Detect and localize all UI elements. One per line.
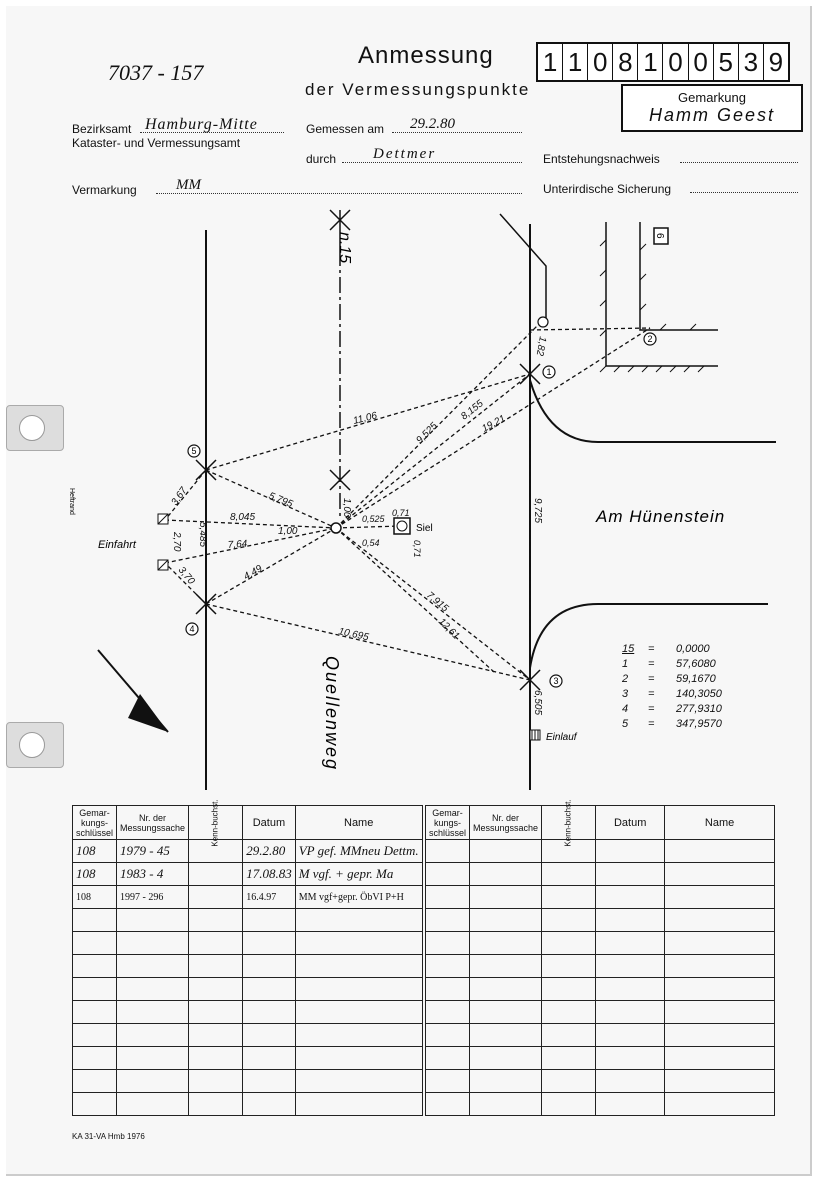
table-row <box>426 886 775 909</box>
measurement: 10,695 <box>337 626 370 644</box>
table-row <box>73 932 423 955</box>
label-heftrand: Heftrand <box>68 488 75 515</box>
measurement: 4,49 <box>242 563 265 583</box>
table-row <box>426 1093 775 1116</box>
table-row <box>73 978 423 1001</box>
record-digit: 0 <box>663 44 688 80</box>
col-header: Gemar-kungs-schlüssel <box>73 806 117 840</box>
table-row <box>73 1047 423 1070</box>
label-einfahrt: Einfahrt <box>98 539 136 551</box>
col-header: Kenn-buchst. <box>542 806 596 840</box>
durch-value: Dettmer <box>373 146 437 162</box>
gemessen-value: 29.2.80 <box>410 116 455 132</box>
table-row: 108 1979 - 45 29.2.80 VP gef. MMneu Dettm. <box>73 840 423 863</box>
house-number: 6 <box>654 233 665 239</box>
measurement: 7,915 <box>424 589 451 615</box>
label-siel: Siel <box>416 523 433 534</box>
coordinate-row: 15 = 0,0000 <box>622 643 710 655</box>
record-digit: 5 <box>714 44 739 80</box>
form-footer: KA 31-VA Hmb 1976 <box>72 1132 145 1141</box>
record-digit: 1 <box>538 44 563 80</box>
bezirksamt-label: Bezirksamt <box>72 122 132 136</box>
col-header: Datum <box>243 806 296 840</box>
table-row <box>73 955 423 978</box>
measurement: 6,505 <box>532 690 543 716</box>
table-row <box>426 932 775 955</box>
record-digit: 9 <box>768 47 784 77</box>
table-row <box>73 1024 423 1047</box>
coordinate-row: 1 = 57,6080 <box>622 658 716 670</box>
measurement: 3,70 <box>175 564 197 587</box>
table-row <box>73 1001 423 1024</box>
arrow-head <box>128 694 168 732</box>
table-row <box>73 1093 423 1116</box>
file-reference: 7037 - 157 <box>108 60 204 85</box>
siel-marker <box>394 518 410 534</box>
col-header: Name <box>665 806 775 840</box>
measurement: 9,725 <box>532 498 543 524</box>
reference-point-marker <box>331 523 341 533</box>
measurement: 9,525 <box>414 420 440 447</box>
measurement: 0,71 <box>392 508 410 518</box>
coordinate-row: 5 = 347,9570 <box>622 718 722 730</box>
measurement: 1,82 <box>533 335 548 357</box>
durch-label: durch <box>306 152 337 166</box>
record-digit: 1 <box>563 44 588 80</box>
measurement: 1,00 <box>341 498 352 518</box>
col-header: Kenn-buchst. <box>189 806 243 840</box>
table-row: 108 1997 - 296 16.4.97 MM vgf+gepr. ÖbVI P+H <box>73 886 423 909</box>
record-digit: 0 <box>689 44 714 80</box>
measurement: 5,795 <box>266 490 295 511</box>
table-row <box>73 1070 423 1093</box>
kataster-label: Kataster- und Vermessungsamt <box>72 136 241 150</box>
point-label: 1 <box>546 367 552 377</box>
street-am-hunenstein: Am Hünenstein <box>596 507 726 526</box>
measurement: 3,67 <box>169 485 190 508</box>
record-digit: 0 <box>588 44 613 80</box>
gemarkung-label: Gemarkung <box>678 90 746 105</box>
vermarkung-label: Vermarkung <box>72 183 137 197</box>
entstehung-label: Entstehungsnachweis <box>543 152 660 166</box>
gemarkung-value: Hamm Geest <box>648 105 776 125</box>
table-row <box>426 1024 775 1047</box>
point-label: 2 <box>647 334 653 344</box>
coordinate-row: 2 = 59,1670 <box>622 673 716 685</box>
measurement: 11,06 <box>352 410 379 427</box>
measurement: 0,525 <box>362 514 385 524</box>
table-row <box>426 840 775 863</box>
table-row <box>426 1001 775 1024</box>
table-row: 108 1983 - 4 17.08.83 M vgf. + gepr. Ma <box>73 863 423 886</box>
measurement: 2,70 <box>171 532 182 552</box>
records-table-right <box>425 799 775 1116</box>
point-label: 3 <box>553 676 559 686</box>
table-row <box>426 978 775 1001</box>
table-row <box>73 909 423 932</box>
point-label: 4 <box>189 624 195 634</box>
col-header: Datum <box>596 806 665 840</box>
table-row <box>426 909 775 932</box>
label-einlauf: Einlauf <box>546 732 577 743</box>
gemessen-label: Gemessen am <box>306 122 385 136</box>
north-reference: n.15 <box>336 232 353 264</box>
street-quellenweg: Quellenweg <box>322 656 342 772</box>
record-digit: 8 <box>613 44 638 80</box>
bezirksamt-value: Hamburg-Mitte <box>145 116 258 133</box>
measurement: 8,155 <box>459 398 486 423</box>
measurement: 0,54 <box>362 538 380 548</box>
col-header: Nr. der Messungssache <box>117 806 189 840</box>
measurement: 19,21 <box>480 413 508 435</box>
col-header: Name <box>295 806 422 840</box>
point-label: 5 <box>191 446 197 456</box>
measurement: 1,00 <box>278 526 298 537</box>
col-header: Nr. der Messungssache <box>470 806 542 840</box>
page-title: Anmessung <box>358 42 494 69</box>
col-header: Gemar-kungs-schlüssel <box>426 806 470 840</box>
vermarkung-value: MM <box>176 177 201 193</box>
coordinate-list <box>622 642 722 732</box>
table-row <box>426 955 775 978</box>
page-subtitle: der Vermessungspunkte <box>305 80 531 99</box>
record-digit: 1 <box>638 44 663 80</box>
record-digit: 3 <box>739 44 764 80</box>
measurement: 0,71 <box>412 540 422 558</box>
measurement: 5,485 <box>197 522 208 548</box>
measurement: 7,64 <box>227 538 248 551</box>
table-row <box>426 1070 775 1093</box>
table-row <box>426 1047 775 1070</box>
kerb-curve-north <box>530 380 776 442</box>
sicherung-label: Unterirdische Sicherung <box>543 182 672 196</box>
table-row <box>426 863 775 886</box>
measurement: 12,61 <box>435 616 462 642</box>
coordinate-row: 3 = 140,3050 <box>622 688 722 700</box>
records-table-left <box>72 799 423 1116</box>
measurement: 8,045 <box>230 512 256 523</box>
coordinate-row: 4 = 277,9310 <box>622 703 722 715</box>
